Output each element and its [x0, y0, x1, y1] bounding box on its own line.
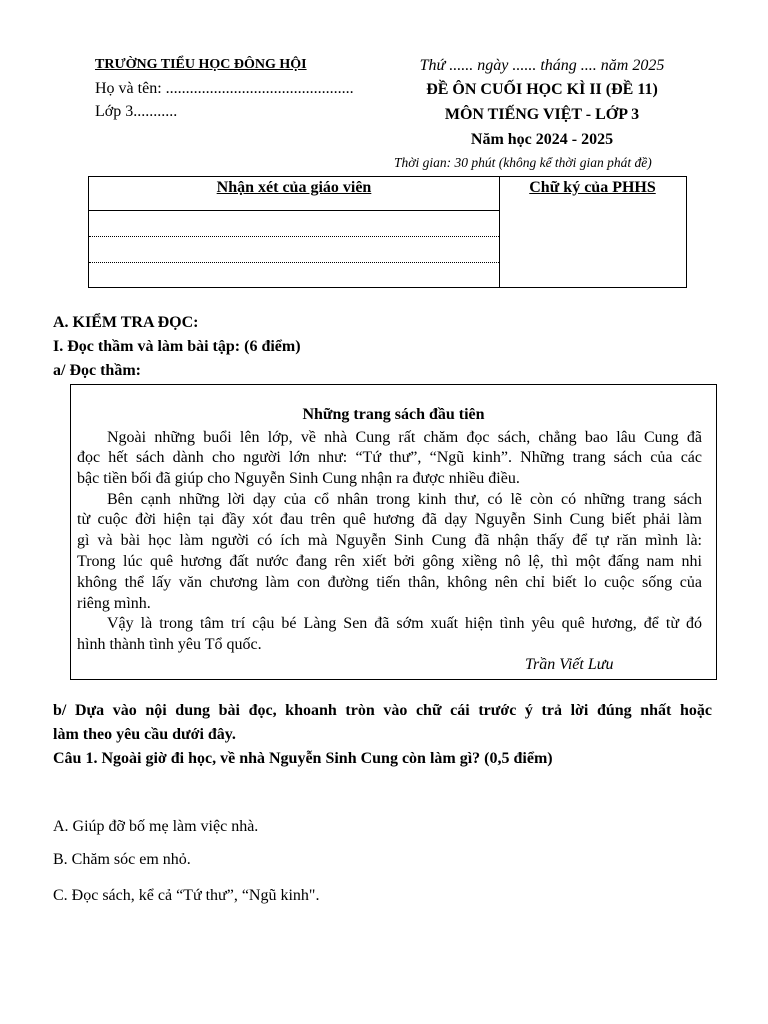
student-name-line: Họ và tên: ............................................... [95, 80, 354, 97]
section-a-title: A. KIỂM TRA ĐỌC: [53, 314, 199, 331]
passage-line: riêng mình. [77, 595, 151, 612]
class-line: Lớp 3........... [95, 103, 178, 120]
section-i-title: I. Đọc thầm và làm bài tập: (6 điểm) [53, 338, 301, 355]
passage-line: đọc hết sách dành cho người lớn như: “Tứ thư”, “Ngũ kinh”. Những trang sách của các [77, 449, 702, 466]
school-name [95, 57, 307, 73]
passage-line: bậc tiền bối đã giúp cho Nguyễn Sinh Cung nhận ra được nhiều điều. [77, 470, 520, 487]
teacher-comment-header: Nhận xét của giáo viên [216, 179, 372, 196]
passage-line: hình thành tình yêu Tổ quốc. [77, 636, 262, 653]
passage-line: từ cuộc đời hiện tại đầy xót đau trên quê hương đã dạy Nguyễn Sinh Cung biết phải làm [77, 511, 702, 528]
question-1: Câu 1. Ngoài giờ đi học, về nhà Nguyễn Sinh Cung còn làm gì? (0,5 điểm) [53, 750, 553, 767]
instruction-line-1: b/ Dựa vào nội dung bài đọc, khoanh tròn vào chữ cái trước ý trả lời đúng nhất hoặc [53, 702, 712, 719]
section-a-sub: a/ Đọc thầm: [53, 362, 141, 379]
school-name-text: TRƯỜNG TIỂU HỌC ĐÔNG HỘI [95, 57, 307, 72]
passage-line: Vậy là trong tâm trí cậu bé Làng Sen đã sớm xuất hiện tình yêu quê hương, để từ đó [107, 615, 702, 632]
exam-title: ĐỀ ÔN CUỐI HỌC KÌ II (ĐỀ 11) [426, 81, 658, 98]
passage-title: Những trang sách đầu tiên [302, 406, 485, 423]
passage-line: Bên cạnh những lời dạy của cổ nhân trong kinh thư, có lẽ còn có những trang sách [107, 491, 702, 508]
passage-line: không thể lấy văn chương làm con đường tiến thân, không nên chỉ biết lo cuộc sống của [77, 574, 702, 591]
time-note: Thời gian: 30 phút (không kể thời gian phát đề) [394, 155, 652, 170]
comment-table [88, 176, 687, 288]
comment-row-line [89, 210, 499, 211]
date-line: Thứ ...... ngày ...... tháng .... năm 2025 [419, 57, 665, 74]
parent-signature-header: Chữ ký của PHHS [529, 179, 656, 196]
instruction-line-2: làm theo yêu cầu dưới đây. [53, 726, 236, 743]
answer-option-b[interactable]: B. Chăm sóc em nhỏ. [53, 851, 191, 868]
school-year: Năm học 2024 - 2025 [470, 131, 614, 148]
passage-line: gì và bài học làm người có ích mà Nguyễn Sinh Cung đã nhận thấy để tự răn mình là: [77, 532, 702, 549]
passage-line: Ngoài những buổi lên lớp, về nhà Cung rất chăm đọc sách, chẳng bao lâu Cung đã [107, 429, 702, 446]
passage-author: Trần Viết Lưu [525, 656, 614, 673]
subject-title: MÔN TIẾNG VIỆT - LỚP 3 [444, 106, 640, 123]
comment-dotted-line [89, 262, 499, 263]
passage-line: Trong lúc quê hương đất nước đang rên xiết bởi gông xiềng nô lệ, thì một đấng nam nhi [77, 553, 702, 570]
comment-dotted-line [89, 236, 499, 237]
answer-option-a[interactable]: A. Giúp đỡ bố mẹ làm việc nhà. [53, 818, 259, 835]
answer-option-c[interactable]: C. Đọc sách, kể cả “Tứ thư”, “Ngũ kinh". [53, 887, 320, 904]
